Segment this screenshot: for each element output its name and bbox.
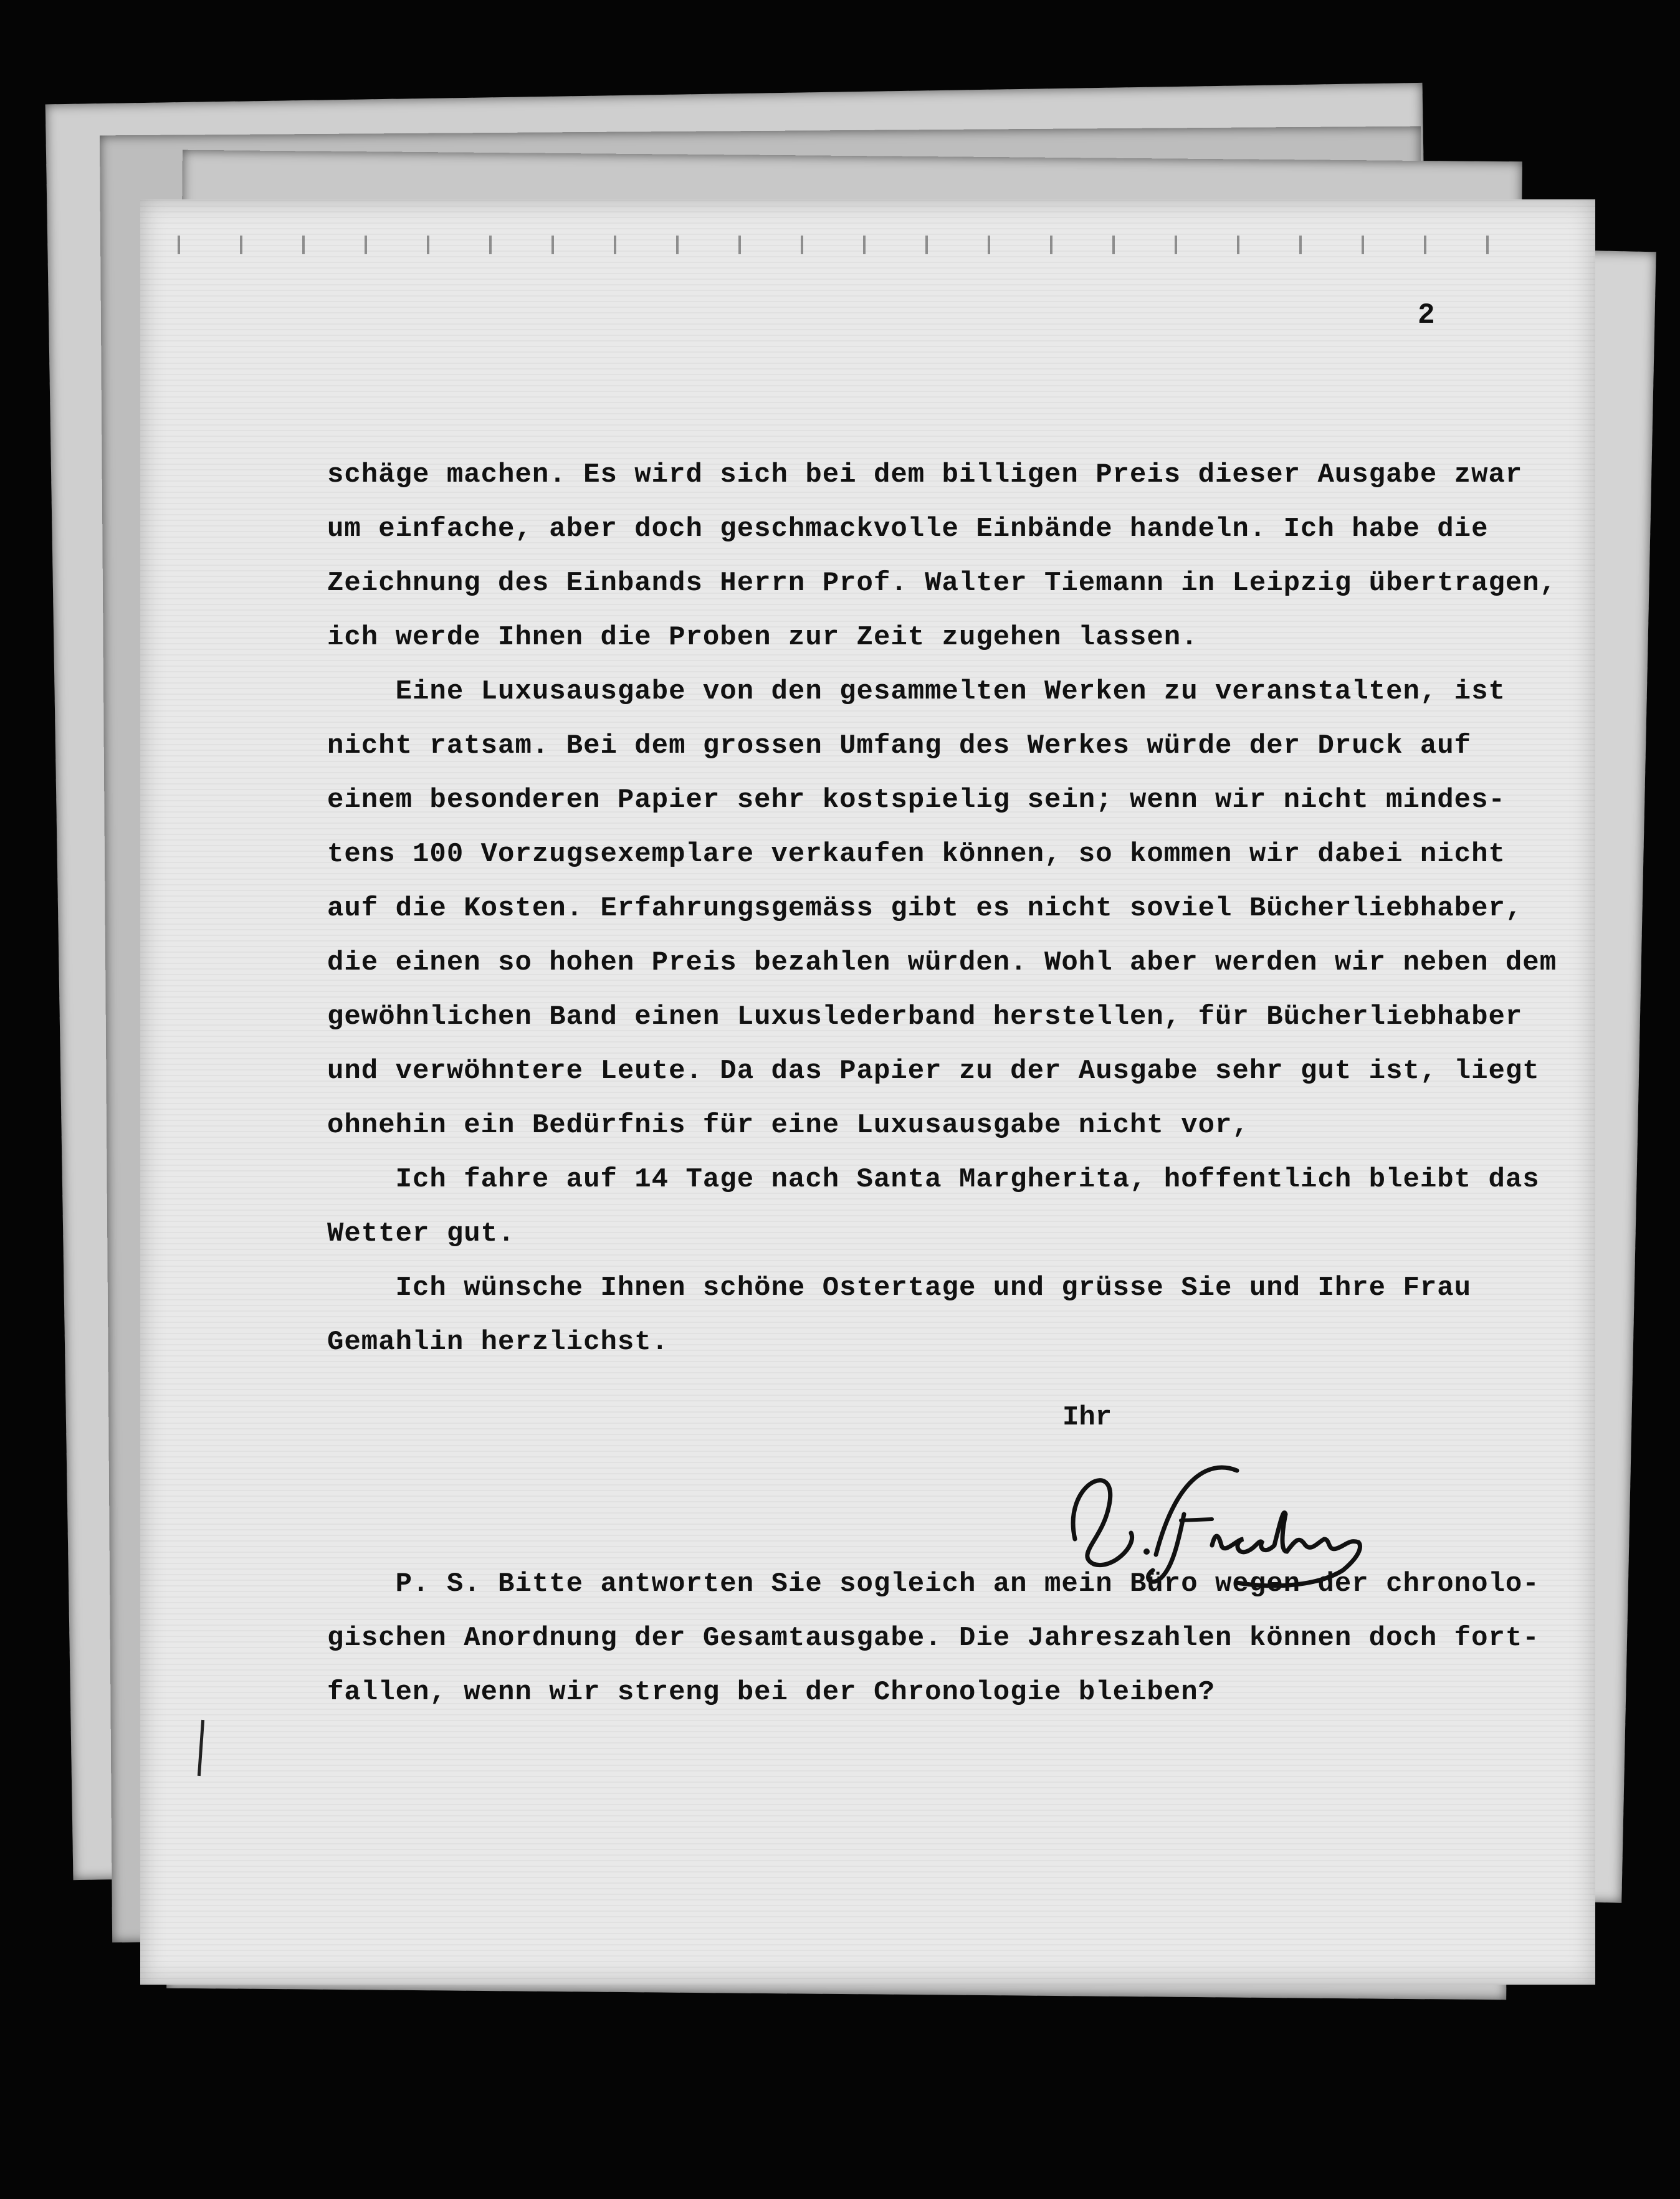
postscript-line: gischen Anordnung der Gesamtausgabe. Die Jahreszahlen können doch fort- [327,1623,1540,1654]
letter-line: schäge machen. Es wird sich bei dem billigen Preis dieser Ausgabe zwar [327,459,1523,490]
postscript-line: fallen, wenn wir streng bei der Chronologie bleiben? [327,1677,1216,1708]
letter-line: nicht ratsam. Bei dem grossen Umfang des Werkes würde der Druck auf [327,730,1472,761]
letter-line: Wetter gut. [327,1218,515,1249]
postscript-line: P. S. Bitte antworten Sie sogleich an mein Büro wegen der chronolo- [327,1568,1540,1600]
closing-word: Ihr [1062,1402,1112,1433]
letter-line: einem besonderen Papier sehr kostspielig sein; wenn wir nicht mindes- [327,785,1506,816]
letter-line: Gemahlin herzlichst. [327,1327,669,1358]
letter-line: Ich fahre auf 14 Tage nach Santa Margherita, hoffentlich bleibt das [327,1164,1540,1195]
letter-line: auf die Kosten. Erfahrungsgemäss gibt es nicht soviel Bücherliebhaber, [327,893,1523,924]
letter-line: die einen so hohen Preis bezahlen würden. Wohl aber werden wir neben dem [327,947,1557,978]
letter-line: ohnehin ein Bedürfnis für eine Luxusausgabe nicht vor, [327,1110,1249,1141]
letter-line: gewöhnlichen Band einen Luxuslederband herstellen, für Bücherliebhaber [327,1001,1523,1033]
letter-line: um einfache, aber doch geschmackvolle Einbände handeln. Ich habe die [327,513,1489,545]
letter-line: Eine Luxusausgabe von den gesammelten Werken zu veranstalten, ist [327,676,1506,707]
letter-line: ich werde Ihnen die Proben zur Zeit zugehen lassen. [327,622,1198,653]
page-number: 2 [1418,299,1435,332]
letter-line: Zeichnung des Einbands Herrn Prof. Walter Tiemann in Leipzig übertragen, [327,568,1557,599]
letter-page [140,199,1595,1985]
letter-line: und verwöhntere Leute. Da das Papier zu der Ausgabe sehr gut ist, liegt [327,1056,1540,1087]
handwritten-signature [1050,1446,1374,1589]
letter-line: tens 100 Vorzugsexemplare verkaufen können, so kommen wir dabei nicht [327,839,1506,870]
typewriter-guide-marks [178,236,1549,254]
letter-line: Ich wünsche Ihnen schöne Ostertage und grüsse Sie und Ihre Frau [327,1272,1472,1304]
